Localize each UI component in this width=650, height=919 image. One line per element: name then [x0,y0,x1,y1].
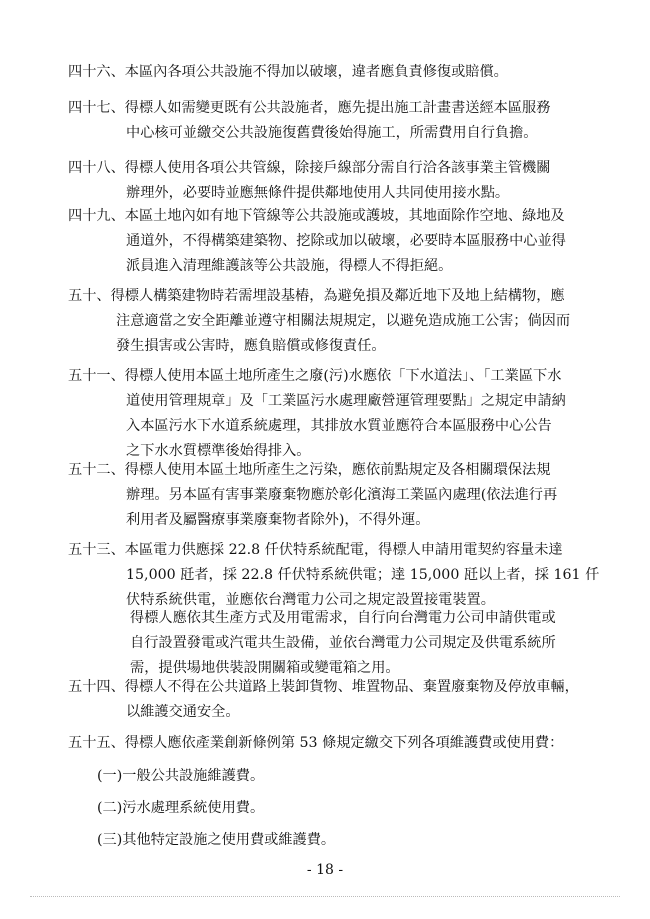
article-51 [68,364,628,464]
article-line: 伏特系統供電，並應依台灣電力公司之規定設置接電裝置。 [126,592,495,608]
fee-item-3: (三)其他特定設施之使用費或維護費。 [97,832,336,848]
article-48 [68,156,628,206]
article-line: 注意適當之安全距離並遵守相關法規規定，以避免造成施工公害；倘因而 [116,313,571,329]
article-52 [68,458,628,533]
article-line: 辦理。另本區有害事業廢棄物應於彰化濱海工業區內處理(依法進行再 [126,487,558,503]
article-46 [68,60,628,85]
article-line: 四十八、得標人使用各項公共管線，除接戶線部分需自行洽各該事業主管機關 [68,160,551,176]
article-line: 道使用管理規章」及「工業區污水處理廠營運管理要點」之規定申請納 [126,393,566,409]
article-53 [68,538,628,613]
article-line: 利用者及屬醫療事業廢棄物者除外)，不得外運。 [126,512,430,528]
article-line: 入本區污水下水道系統處理，其排放水質並應符合本區服務中心公告 [126,418,552,434]
article-line: 五十三、本區電力供應採 22.8 仟伏特系統配電，得標人申請用電契約容量未達 [68,542,563,558]
paragraph-line: 自行設置發電或汽電共生設備，並依台灣電力公司規定及供電系統所 [130,635,556,651]
scan-edge-divider [30,896,620,898]
article-line: 五十、得標人構築建物時若需埋設基樁，為避免損及鄰近地下及地上結構物，應 [68,288,565,304]
article-line: 之下水水質標準後始得排入。 [126,443,311,459]
article-line: 辦理外，必要時並應無條件提供鄰地使用人共同使用接水點。 [126,185,510,201]
article-line: 五十五、得標人應依產業創新條例第 53 條規定繳交下列各項維護費或使用費： [68,735,564,751]
article-50 [68,284,628,359]
article-line: 通道外，不得構築建築物、挖除或加以破壞，必要時本區服務中心並得 [126,233,566,249]
article-line: 五十四、得標人不得在公共道路上裝卸貨物、堆置物品、棄置廢棄物及停放車輛， [68,679,579,695]
article-line: 中心核可並繳交公共設施復舊費後始得施工，所需費用自行負擔。 [126,125,538,141]
article-49 [68,204,628,279]
fee-item-1: (一)一般公共設施維護費。 [97,768,265,784]
article-line: 派員進入清理維護該等公共設施，得標人不得拒絕。 [126,258,453,274]
article-line: 四十九、本區土地內如有地下管線等公共設施或護坡，其地面除作空地、綠地及 [68,208,565,224]
article-line: 15,000 瓩者，採 22.8 仟伏特系統供電；達 15,000 瓩以上者，採 161 仟 [126,567,600,583]
article-55 [68,731,628,756]
article-line: 以維護交通安全。 [126,704,240,720]
paragraph-line: 需，提供場地供裝設開關箱或變電箱之用。 [130,660,400,676]
article-line: 五十二、得標人使用本區土地所產生之污染，應依前點規定及各相關環保法規 [68,462,551,478]
paragraph-line: 得標人應依其生產方式及用電需求，自行向台灣電力公司申請供電或 [130,610,556,626]
article-54 [68,675,628,725]
article-line: 五十一、得標人使用本區土地所產生之廢(污)水應依「下水道法」、「工業區下水 [68,368,562,384]
page-number: - 18 - [306,862,344,878]
article-line: 四十六、本區內各項公共設施不得加以破壞，違者應負責修復或賠償。 [68,64,508,80]
article-53-paragraph [130,606,620,681]
article-47 [68,96,628,146]
article-line: 四十七、得標人如需變更既有公共設施者，應先提出施工計畫書送經本區服務 [68,100,551,116]
fee-item-2: (二)污水處理系統使用費。 [97,800,265,816]
article-line: 發生損害或公害時，應負賠償或修復責任。 [116,338,386,354]
